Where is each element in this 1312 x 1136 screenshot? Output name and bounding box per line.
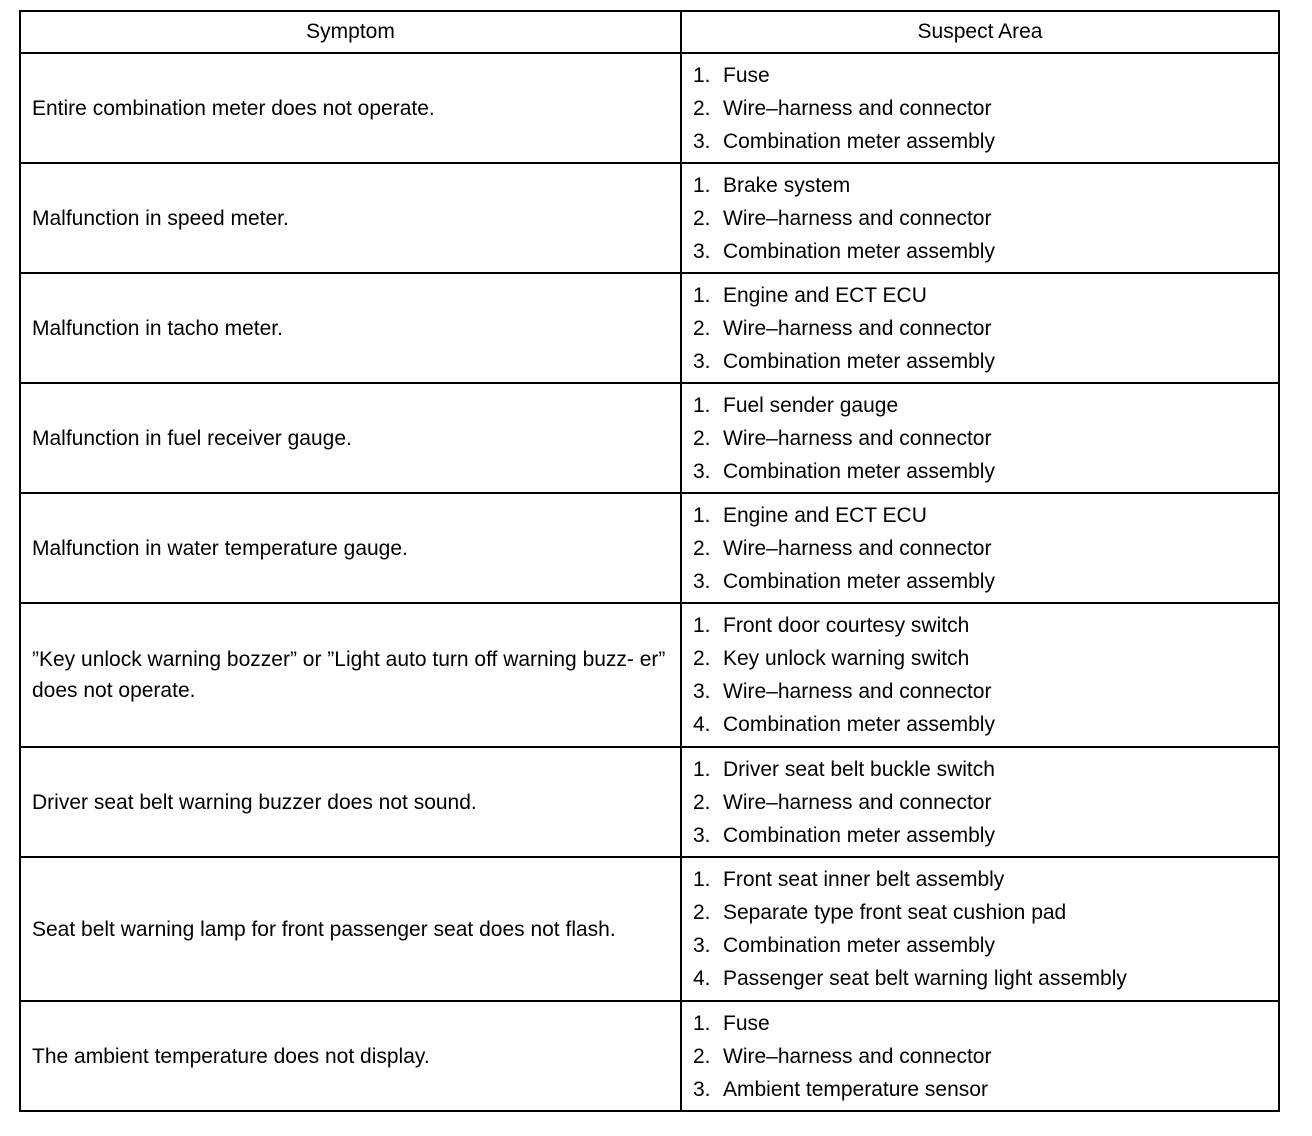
item-number: 2. bbox=[693, 96, 711, 120]
suspect-area-header: Suspect Area bbox=[681, 11, 1279, 53]
item-text: Front door courtesy switch bbox=[723, 614, 970, 637]
suspect-area-item bbox=[693, 962, 1268, 995]
suspect-area-item bbox=[693, 1040, 1268, 1073]
item-text: Wire–harness and connector bbox=[723, 426, 992, 450]
suspect-area-cell bbox=[681, 493, 1279, 603]
item-text: Combination meter assembly bbox=[723, 459, 995, 483]
suspect-area-list bbox=[693, 609, 1268, 741]
suspect-area-cell bbox=[681, 273, 1279, 383]
item-number: 3. bbox=[693, 129, 711, 153]
suspect-area-item bbox=[693, 642, 1268, 675]
suspect-area-item bbox=[693, 312, 1268, 345]
symptom-cell: ”Key unlock warning bozzer” or ”Light auto turn off warning buzz- er” does not operate. bbox=[20, 603, 681, 747]
item-number: 2. bbox=[693, 536, 711, 560]
problem-symptoms-sheet bbox=[19, 10, 1278, 1111]
suspect-area-item bbox=[693, 389, 1268, 422]
item-text: Wire–harness and connector bbox=[723, 96, 992, 120]
item-text: Wire–harness and connector bbox=[723, 1044, 992, 1068]
symptom-header: Symptom bbox=[20, 11, 681, 53]
symptom-cell: The ambient temperature does not display. bbox=[20, 1001, 681, 1111]
item-number: 1. bbox=[693, 63, 711, 87]
item-number: 3. bbox=[693, 934, 711, 957]
suspect-area-item bbox=[693, 786, 1268, 819]
suspect-area-item bbox=[693, 565, 1268, 598]
suspect-area-cell bbox=[681, 53, 1279, 163]
item-number: 2. bbox=[693, 426, 711, 450]
item-text: Combination meter assembly bbox=[723, 569, 995, 593]
item-text: Wire–harness and connector bbox=[723, 790, 992, 814]
suspect-area-item bbox=[693, 235, 1268, 268]
suspect-area-item bbox=[693, 345, 1268, 378]
table-row bbox=[20, 857, 1279, 1001]
table-row bbox=[20, 747, 1279, 857]
item-text: Fuse bbox=[723, 63, 770, 87]
suspect-area-item bbox=[693, 499, 1268, 532]
item-text: Wire–harness and connector bbox=[723, 316, 992, 340]
item-number: 4. bbox=[693, 713, 711, 736]
item-number: 3. bbox=[693, 239, 711, 263]
item-number: 2. bbox=[693, 316, 711, 340]
suspect-area-item bbox=[693, 532, 1268, 565]
suspect-area-item bbox=[693, 202, 1268, 235]
item-text: Driver seat belt buckle switch bbox=[723, 757, 995, 781]
item-text: Passenger seat belt warning light assembly bbox=[723, 967, 1127, 990]
symptom-cell: Malfunction in tacho meter. bbox=[20, 273, 681, 383]
suspect-area-item bbox=[693, 753, 1268, 786]
suspect-area-item bbox=[693, 819, 1268, 852]
symptom-cell: Malfunction in fuel receiver gauge. bbox=[20, 383, 681, 493]
table-row bbox=[20, 1001, 1279, 1111]
item-text: Fuel sender gauge bbox=[723, 393, 899, 417]
item-number: 3. bbox=[693, 1077, 711, 1101]
table-body bbox=[20, 53, 1279, 1111]
item-text: Combination meter assembly bbox=[723, 349, 995, 373]
item-number: 1. bbox=[693, 757, 711, 781]
item-text: Fuse bbox=[723, 1011, 770, 1035]
item-number: 2. bbox=[693, 206, 711, 230]
item-number: 1. bbox=[693, 283, 711, 307]
suspect-area-list bbox=[693, 279, 1268, 378]
suspect-area-list bbox=[693, 499, 1268, 598]
suspect-area-item bbox=[693, 929, 1268, 962]
item-number: 3. bbox=[693, 823, 711, 847]
item-text: Ambient temperature sensor bbox=[723, 1077, 988, 1101]
suspect-area-cell bbox=[681, 603, 1279, 747]
item-text: Combination meter assembly bbox=[723, 934, 995, 957]
item-text: Combination meter assembly bbox=[723, 129, 995, 153]
item-number: 2. bbox=[693, 647, 711, 670]
table-row bbox=[20, 163, 1279, 273]
item-text: Brake system bbox=[723, 173, 851, 197]
symptom-cell: Malfunction in water temperature gauge. bbox=[20, 493, 681, 603]
suspect-area-cell bbox=[681, 383, 1279, 493]
item-number: 1. bbox=[693, 1011, 711, 1035]
item-text: Wire–harness and connector bbox=[723, 680, 992, 703]
symptom-cell: Entire combination meter does not operate. bbox=[20, 53, 681, 163]
item-number: 3. bbox=[693, 680, 711, 703]
item-text: Separate type front seat cushion pad bbox=[723, 901, 1067, 924]
suspect-area-list bbox=[693, 59, 1268, 158]
item-text: Wire–harness and connector bbox=[723, 206, 992, 230]
item-number: 1. bbox=[693, 393, 711, 417]
item-number: 1. bbox=[693, 173, 711, 197]
item-text: Combination meter assembly bbox=[723, 713, 995, 736]
suspect-area-item bbox=[693, 279, 1268, 312]
suspect-area-item bbox=[693, 708, 1268, 741]
suspect-area-item bbox=[693, 896, 1268, 929]
table-row bbox=[20, 603, 1279, 747]
item-number: 2. bbox=[693, 1044, 711, 1068]
suspect-area-cell bbox=[681, 857, 1279, 1001]
suspect-area-item bbox=[693, 609, 1268, 642]
suspect-area-item bbox=[693, 59, 1268, 92]
item-number: 2. bbox=[693, 901, 711, 924]
item-text: Combination meter assembly bbox=[723, 823, 995, 847]
suspect-area-list bbox=[693, 389, 1268, 488]
symptom-cell: Malfunction in speed meter. bbox=[20, 163, 681, 273]
suspect-area-item bbox=[693, 169, 1268, 202]
suspect-area-list bbox=[693, 753, 1268, 852]
item-number: 3. bbox=[693, 459, 711, 483]
suspect-area-item bbox=[693, 1007, 1268, 1040]
item-number: 2. bbox=[693, 790, 711, 814]
suspect-area-list bbox=[693, 169, 1268, 268]
suspect-area-list bbox=[693, 1007, 1268, 1106]
item-number: 3. bbox=[693, 569, 711, 593]
item-number: 3. bbox=[693, 349, 711, 373]
table-row bbox=[20, 383, 1279, 493]
suspect-area-item bbox=[693, 125, 1268, 158]
suspect-area-cell bbox=[681, 1001, 1279, 1111]
item-text: Wire–harness and connector bbox=[723, 536, 992, 560]
suspect-area-item bbox=[693, 675, 1268, 708]
item-number: 1. bbox=[693, 868, 711, 891]
suspect-area-item bbox=[693, 1073, 1268, 1106]
item-text: Combination meter assembly bbox=[723, 239, 995, 263]
table-row bbox=[20, 53, 1279, 163]
item-text: Front seat inner belt assembly bbox=[723, 868, 1005, 891]
suspect-area-item bbox=[693, 863, 1268, 896]
problem-symptoms-table bbox=[19, 10, 1280, 1112]
item-number: 1. bbox=[693, 614, 711, 637]
suspect-area-item bbox=[693, 455, 1268, 488]
table-row bbox=[20, 493, 1279, 603]
suspect-area-item bbox=[693, 422, 1268, 455]
item-number: 1. bbox=[693, 503, 711, 527]
suspect-area-cell bbox=[681, 163, 1279, 273]
item-number: 4. bbox=[693, 967, 711, 990]
table-row bbox=[20, 273, 1279, 383]
item-text: Engine and ECT ECU bbox=[723, 503, 927, 527]
header-row bbox=[20, 11, 1279, 53]
item-text: Engine and ECT ECU bbox=[723, 283, 927, 307]
suspect-area-list bbox=[693, 863, 1268, 995]
suspect-area-item bbox=[693, 92, 1268, 125]
suspect-area-cell bbox=[681, 747, 1279, 857]
item-text: Key unlock warning switch bbox=[723, 647, 970, 670]
symptom-cell: Seat belt warning lamp for front passenger seat does not flash. bbox=[20, 857, 681, 1001]
symptom-cell: Driver seat belt warning buzzer does not sound. bbox=[20, 747, 681, 857]
